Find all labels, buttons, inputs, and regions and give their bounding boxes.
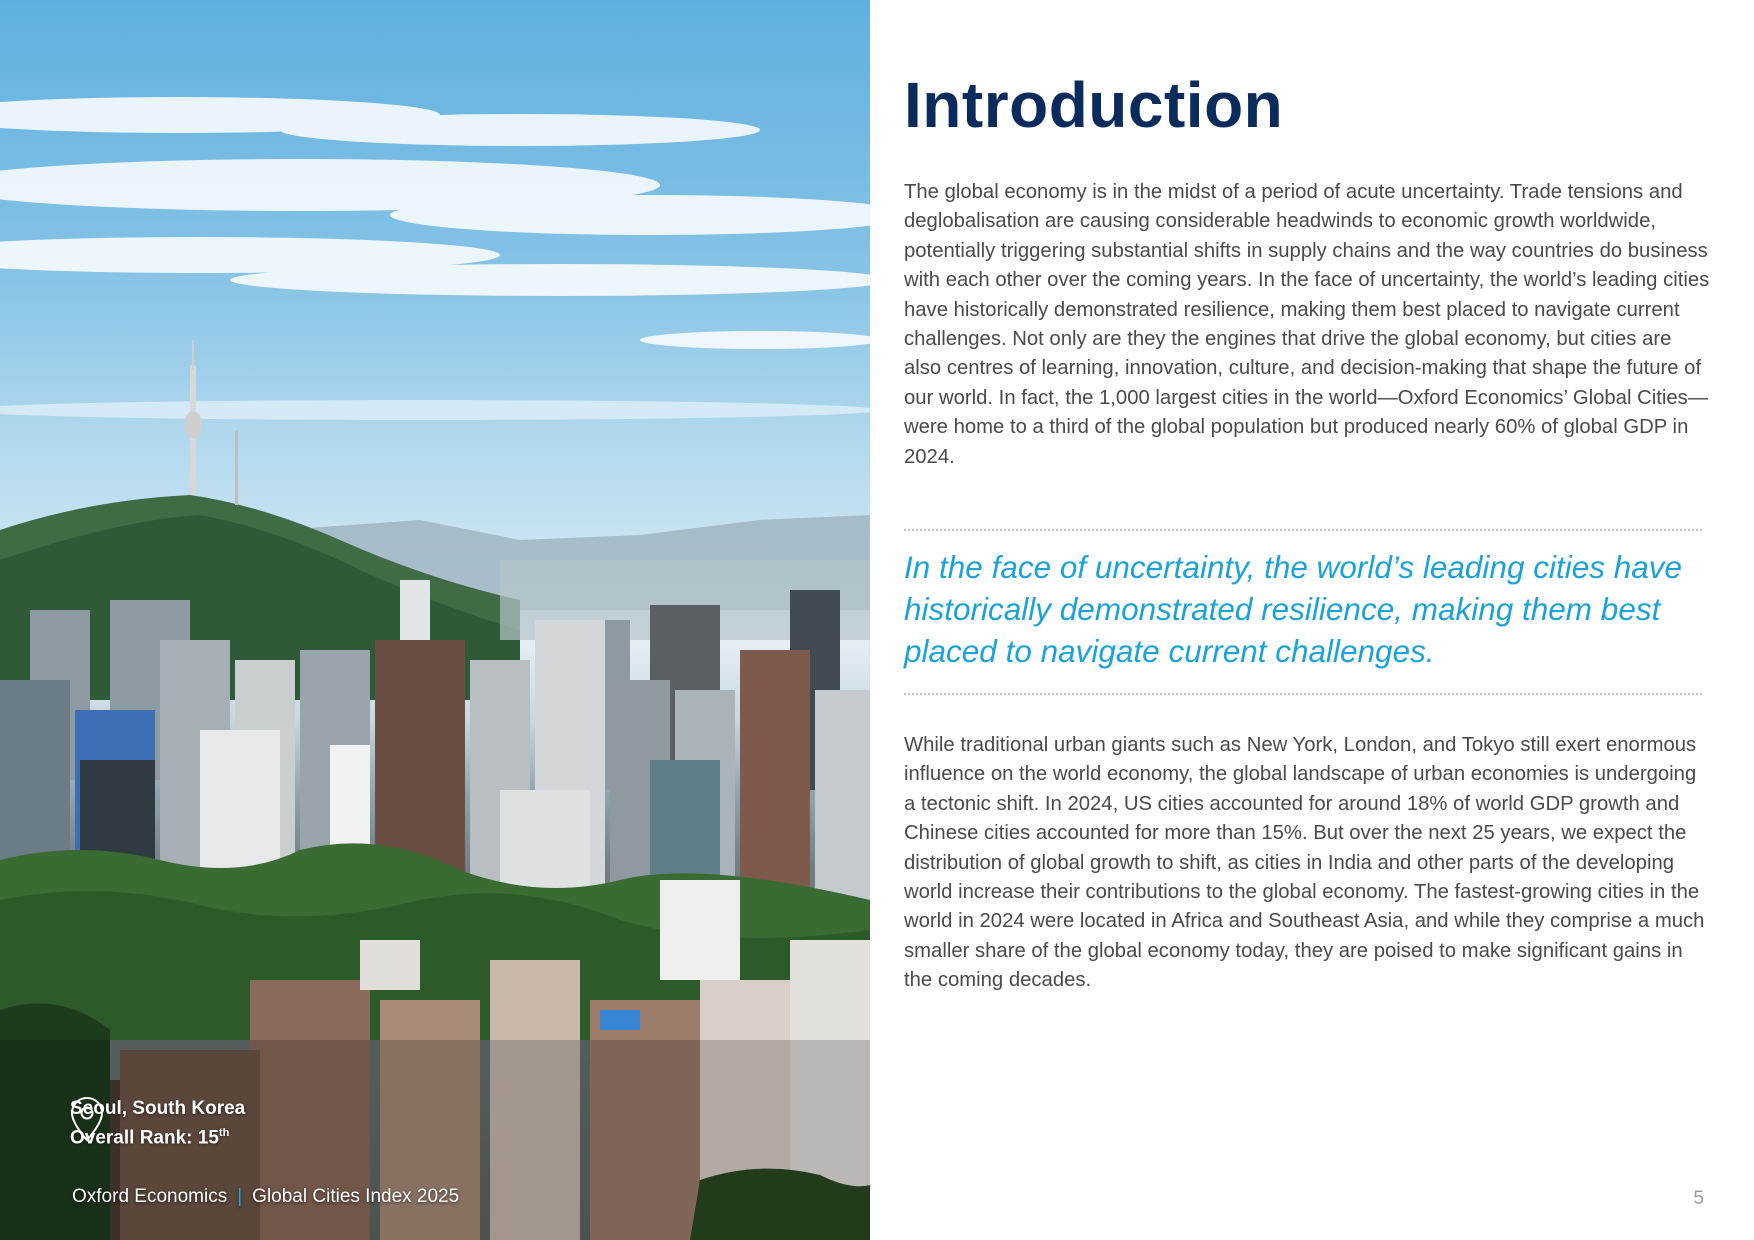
quote-divider-top — [904, 529, 1702, 531]
intro-paragraph-2: While traditional urban giants such as New York, London, and Tokyo still exert enormous influence on the world economy, the global landscape of urban economies is undergoing a tectonic shift. In 2024, US cities accounted for around 18% of world GDP growth and Chinese cities accounted for more than 15%. But over the next 25 years, we expect the distribution of global growth to shift, as cities in India and other parts of the developing world increase their contributions to the global economy. The fastest-growing cities in the world in 2024 were located in Africa and Southeast Asia, and while they comprise a much smaller share of the global economy today, they are poised to make significant gains in the coming decades. — [904, 734, 1705, 992]
page-number: 5 — [1693, 1188, 1704, 1209]
caption-location: Seoul, South Korea — [70, 1098, 246, 1119]
quote-divider-bottom — [904, 693, 1702, 695]
cover-photo — [0, 0, 870, 1240]
caption-rank-suffix: th — [218, 1127, 230, 1139]
intro-paragraph-1: The global economy is in the midst of a period of acute uncertainty. Trade tensions and deglobalisation are causing considerable headwinds to economic growth worldwide, potentially triggering substantial shifts in supply chains and the way countries do business with each other over the coming years. In the face of uncertainty, the world’s leading cities have historically demonstrated resilience, making them best placed to navigate current challenges. Not only are they the engines that drive the global economy, but cities are also centres of learning, innovation, culture, and decision-making that shape the future of our world. In fact, the 1,000 largest cities in the world—Oxford Economics’ Global Cities—were home to a third of the global population but produced nearly 60% of global GDP in 2024. — [904, 181, 1710, 468]
map-pin-icon — [70, 1096, 104, 1142]
page-title: Introduction — [904, 69, 1284, 141]
pull-quote: In the face of uncertainty, the world’s leading cities have historically demonstrated resilience, making them best placed to navigate current challenges. — [904, 549, 1683, 669]
footer-publication: Global Cities Index 2025 — [252, 1186, 460, 1207]
page-footer — [72, 1186, 459, 1208]
seoul-skyline-illustration — [0, 0, 870, 1240]
photo-caption — [70, 1096, 245, 1150]
footer-separator: | — [237, 1186, 243, 1207]
footer-publisher: Oxford Economics — [72, 1186, 228, 1207]
caption-rank-value: Overall Rank: 15 — [70, 1127, 219, 1149]
